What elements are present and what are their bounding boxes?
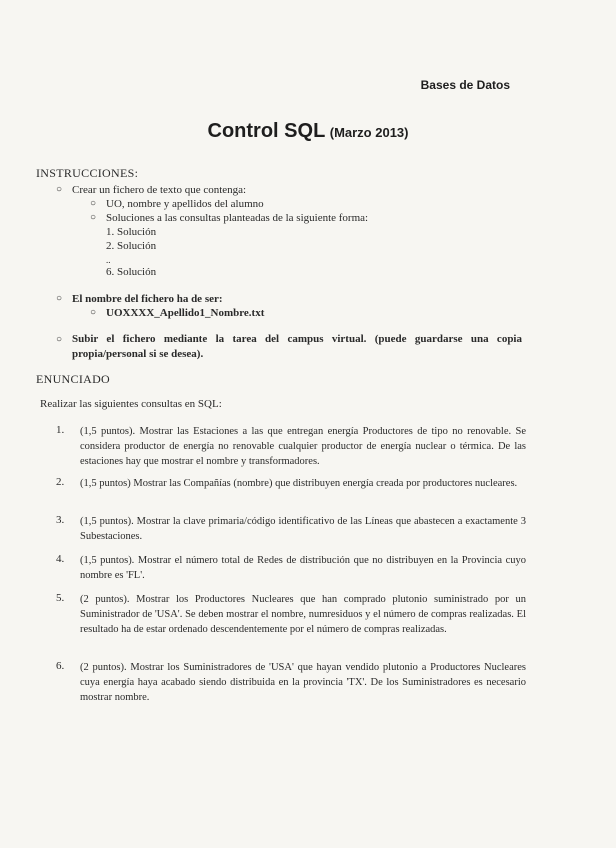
question-number: 3. bbox=[56, 514, 65, 526]
question-number: 6. bbox=[56, 660, 65, 672]
instruction-subitem: UO, nombre y apellidos del alumno bbox=[106, 198, 264, 210]
question-number: 5. bbox=[56, 592, 65, 604]
instruction-subitem: Soluciones a las consultas planteadas de la siguiente forma: bbox=[106, 212, 369, 224]
bullet-icon: ○ bbox=[90, 212, 97, 223]
solution-line: 1. Solución bbox=[106, 226, 157, 238]
bullet-icon: ○ bbox=[56, 184, 63, 195]
question-number: 1. bbox=[56, 424, 65, 436]
solution-line: 2. Solución bbox=[106, 240, 157, 252]
solution-ellipsis: .. bbox=[106, 255, 111, 265]
solution-line: 6. Solución bbox=[106, 266, 157, 278]
statement-heading: ENUNCIADO bbox=[36, 372, 111, 386]
course-name: Bases de Datos bbox=[420, 78, 510, 92]
question-text: (2 puntos). Mostrar los Productores Nucleares que han comprado plutonio suministrado por un Suministrador de 'USA'. Se deben mostrar el nombre, numresiduos y el número de compras realizadas. El resultado ha de estar ordenado descendentemente por el número de compras realizadas. bbox=[80, 594, 526, 635]
question-text: (1,5 puntos) Mostrar las Compañías (nombre) que distribuyen energía creada por productores nucleares. bbox=[80, 478, 518, 489]
title-date: (Marzo 2013) bbox=[329, 125, 409, 140]
question-text: (1,5 puntos). Mostrar la clave primaria/código identificativo de las Líneas que abastecen a exactamente 3 Subestaciones. bbox=[80, 516, 526, 542]
page-title bbox=[0, 120, 616, 143]
question-text: (1,5 puntos). Mostrar el número total de Redes de distribución que no distribuyen en la Provincia cuyo nombre es 'FL'. bbox=[80, 555, 526, 581]
bullet-icon: ○ bbox=[90, 198, 97, 209]
bullet-icon: ○ bbox=[56, 334, 63, 345]
bullet-icon: ○ bbox=[90, 307, 97, 318]
question-text: (2 puntos). Mostrar los Suministradores de 'USA' que hayan vendido plutonio a Productores Nucleares cuya energía haya acabado siendo distribuida en la provincia 'TX'. De los Suministradores es necesario mostrar nombre. bbox=[80, 662, 526, 703]
bullet-icon: ○ bbox=[56, 293, 63, 304]
question-number: 4. bbox=[56, 553, 65, 565]
instructions-heading: INSTRUCCIONES: bbox=[36, 166, 139, 180]
statement-intro: Realizar las siguientes consultas en SQL: bbox=[40, 398, 222, 410]
question-text: (1,5 puntos). Mostrar las Estaciones a las que entregan energía Productores de tipo no renovable. Se considera productor de energía no renovable cualquier productor de energía nuclear o térmica. De las estaciones hay que mostrar el nombre y transformadores. bbox=[80, 426, 526, 467]
upload-instruction: Subir el fichero mediante la tarea del campus virtual. (puede guardarse una copia propia/personal si se desea). bbox=[72, 333, 522, 360]
question-number: 2. bbox=[56, 476, 65, 488]
filename-label: El nombre del fichero ha de ser: bbox=[72, 293, 223, 305]
filename: UOXXXX_Apellido1_Nombre.txt bbox=[106, 307, 265, 319]
title-main: Control SQL bbox=[207, 120, 326, 142]
instruction-item: Crear un fichero de texto que contenga: bbox=[72, 184, 247, 196]
